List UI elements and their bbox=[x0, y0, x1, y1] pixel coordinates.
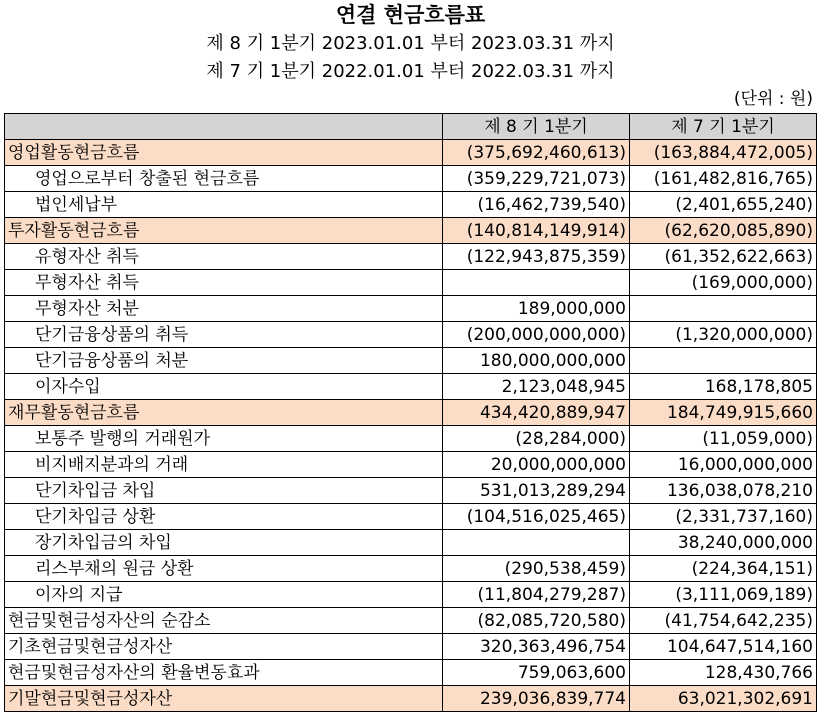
row-value-current: 759,063,600 bbox=[443, 660, 630, 686]
row-label: 단기금융상품의 처분 bbox=[5, 348, 443, 374]
row-value-prior bbox=[630, 348, 817, 374]
table-row bbox=[5, 374, 817, 400]
row-label: 현금및현금성자산의 환율변동효과 bbox=[5, 660, 443, 686]
row-value-current: 180,000,000,000 bbox=[443, 348, 630, 374]
table-row bbox=[5, 556, 817, 582]
row-value-prior: 184,749,915,660 bbox=[630, 400, 817, 426]
row-label: 현금및현금성자산의 순감소 bbox=[5, 608, 443, 634]
header-label-column bbox=[5, 114, 443, 140]
row-label: 무형자산 처분 bbox=[5, 296, 443, 322]
row-value-current: 2,123,048,945 bbox=[443, 374, 630, 400]
row-value-prior: 16,000,000,000 bbox=[630, 452, 817, 478]
cash-flow-table bbox=[4, 113, 817, 712]
row-label: 법인세납부 bbox=[5, 192, 443, 218]
row-label: 유형자산 취득 bbox=[5, 244, 443, 270]
row-value-prior: (2,331,737,160) bbox=[630, 504, 817, 530]
row-label: 장기차입금의 차입 bbox=[5, 530, 443, 556]
row-value-current: (16,462,739,540) bbox=[443, 192, 630, 218]
row-value-prior: (11,059,000) bbox=[630, 426, 817, 452]
row-value-current: 20,000,000,000 bbox=[443, 452, 630, 478]
row-value-prior: (224,364,151) bbox=[630, 556, 817, 582]
header-current-period: 제 8 기 1분기 bbox=[443, 114, 630, 140]
header-prior-period: 제 7 기 1분기 bbox=[630, 114, 817, 140]
row-label: 단기차입금 상환 bbox=[5, 504, 443, 530]
row-label: 재무활동현금흐름 bbox=[5, 400, 443, 426]
table-row bbox=[5, 660, 817, 686]
table-row bbox=[5, 270, 817, 296]
row-value-current: (375,692,460,613) bbox=[443, 140, 630, 166]
row-value-current: (290,538,459) bbox=[443, 556, 630, 582]
row-label: 단기금융상품의 취득 bbox=[5, 322, 443, 348]
table-row bbox=[5, 504, 817, 530]
row-value-prior: 136,038,078,210 bbox=[630, 478, 817, 504]
row-value-current bbox=[443, 530, 630, 556]
statement-title: 연결 현금흐름표 bbox=[335, 2, 486, 27]
table-row bbox=[5, 530, 817, 556]
table-row bbox=[5, 348, 817, 374]
row-value-prior: (169,000,000) bbox=[630, 270, 817, 296]
table-row bbox=[5, 452, 817, 478]
row-value-current: (82,085,720,580) bbox=[443, 608, 630, 634]
row-label: 무형자산 취득 bbox=[5, 270, 443, 296]
row-value-prior: 104,647,514,160 bbox=[630, 634, 817, 660]
row-value-prior: (62,620,085,890) bbox=[630, 218, 817, 244]
table-row bbox=[5, 244, 817, 270]
row-value-prior: 38,240,000,000 bbox=[630, 530, 817, 556]
table-row bbox=[5, 296, 817, 322]
row-value-current: (11,804,279,287) bbox=[443, 582, 630, 608]
row-value-prior: (41,754,642,235) bbox=[630, 608, 817, 634]
table-row bbox=[5, 400, 817, 426]
row-value-current: (104,516,025,465) bbox=[443, 504, 630, 530]
row-label: 기초현금및현금성자산 bbox=[5, 634, 443, 660]
row-label: 투자활동현금흐름 bbox=[5, 218, 443, 244]
period-current: 제 8 기 1분기 2023.01.01 부터 2023.03.31 까지 bbox=[206, 33, 615, 54]
row-value-prior: (61,352,622,663) bbox=[630, 244, 817, 270]
row-value-prior: (2,401,655,240) bbox=[630, 192, 817, 218]
row-value-prior: (1,320,000,000) bbox=[630, 322, 817, 348]
period-prior: 제 7 기 1분기 2022.01.01 부터 2022.03.31 까지 bbox=[206, 61, 615, 82]
row-value-prior: 63,021,302,691 bbox=[630, 686, 817, 712]
unit-label: (단위 : 원) bbox=[733, 89, 813, 109]
row-value-prior: (161,482,816,765) bbox=[630, 166, 817, 192]
table-row bbox=[5, 140, 817, 166]
row-value-prior: (163,884,472,005) bbox=[630, 140, 817, 166]
table-row bbox=[5, 426, 817, 452]
row-label: 영업활동현금흐름 bbox=[5, 140, 443, 166]
row-label: 이자의 지급 bbox=[5, 582, 443, 608]
row-value-current bbox=[443, 270, 630, 296]
table-row bbox=[5, 608, 817, 634]
row-value-prior: 168,178,805 bbox=[630, 374, 817, 400]
table-row bbox=[5, 582, 817, 608]
row-value-current: 239,036,839,774 bbox=[443, 686, 630, 712]
row-value-current: 320,363,496,754 bbox=[443, 634, 630, 660]
row-value-prior bbox=[630, 296, 817, 322]
table-row bbox=[5, 478, 817, 504]
row-label: 기말현금및현금성자산 bbox=[5, 686, 443, 712]
table-row bbox=[5, 192, 817, 218]
table-row bbox=[5, 322, 817, 348]
row-value-current: 531,013,289,294 bbox=[443, 478, 630, 504]
row-value-prior: (3,111,069,189) bbox=[630, 582, 817, 608]
row-label: 영업으로부터 창출된 현금흐름 bbox=[5, 166, 443, 192]
row-label: 보통주 발행의 거래원가 bbox=[5, 426, 443, 452]
row-value-current: (28,284,000) bbox=[443, 426, 630, 452]
row-label: 단기차입금 차입 bbox=[5, 478, 443, 504]
table-row bbox=[5, 634, 817, 660]
row-label: 리스부채의 원금 상환 bbox=[5, 556, 443, 582]
row-value-current: (140,814,149,914) bbox=[443, 218, 630, 244]
row-value-current: 189,000,000 bbox=[443, 296, 630, 322]
table-row bbox=[5, 686, 817, 712]
table-header-row bbox=[5, 114, 817, 140]
row-value-current: (359,229,721,073) bbox=[443, 166, 630, 192]
row-value-current: (122,943,875,359) bbox=[443, 244, 630, 270]
row-label: 비지배지분과의 거래 bbox=[5, 452, 443, 478]
row-value-current: (200,000,000,000) bbox=[443, 322, 630, 348]
row-value-current: 434,420,889,947 bbox=[443, 400, 630, 426]
table-row bbox=[5, 218, 817, 244]
row-value-prior: 128,430,766 bbox=[630, 660, 817, 686]
table-row bbox=[5, 166, 817, 192]
row-label: 이자수입 bbox=[5, 374, 443, 400]
